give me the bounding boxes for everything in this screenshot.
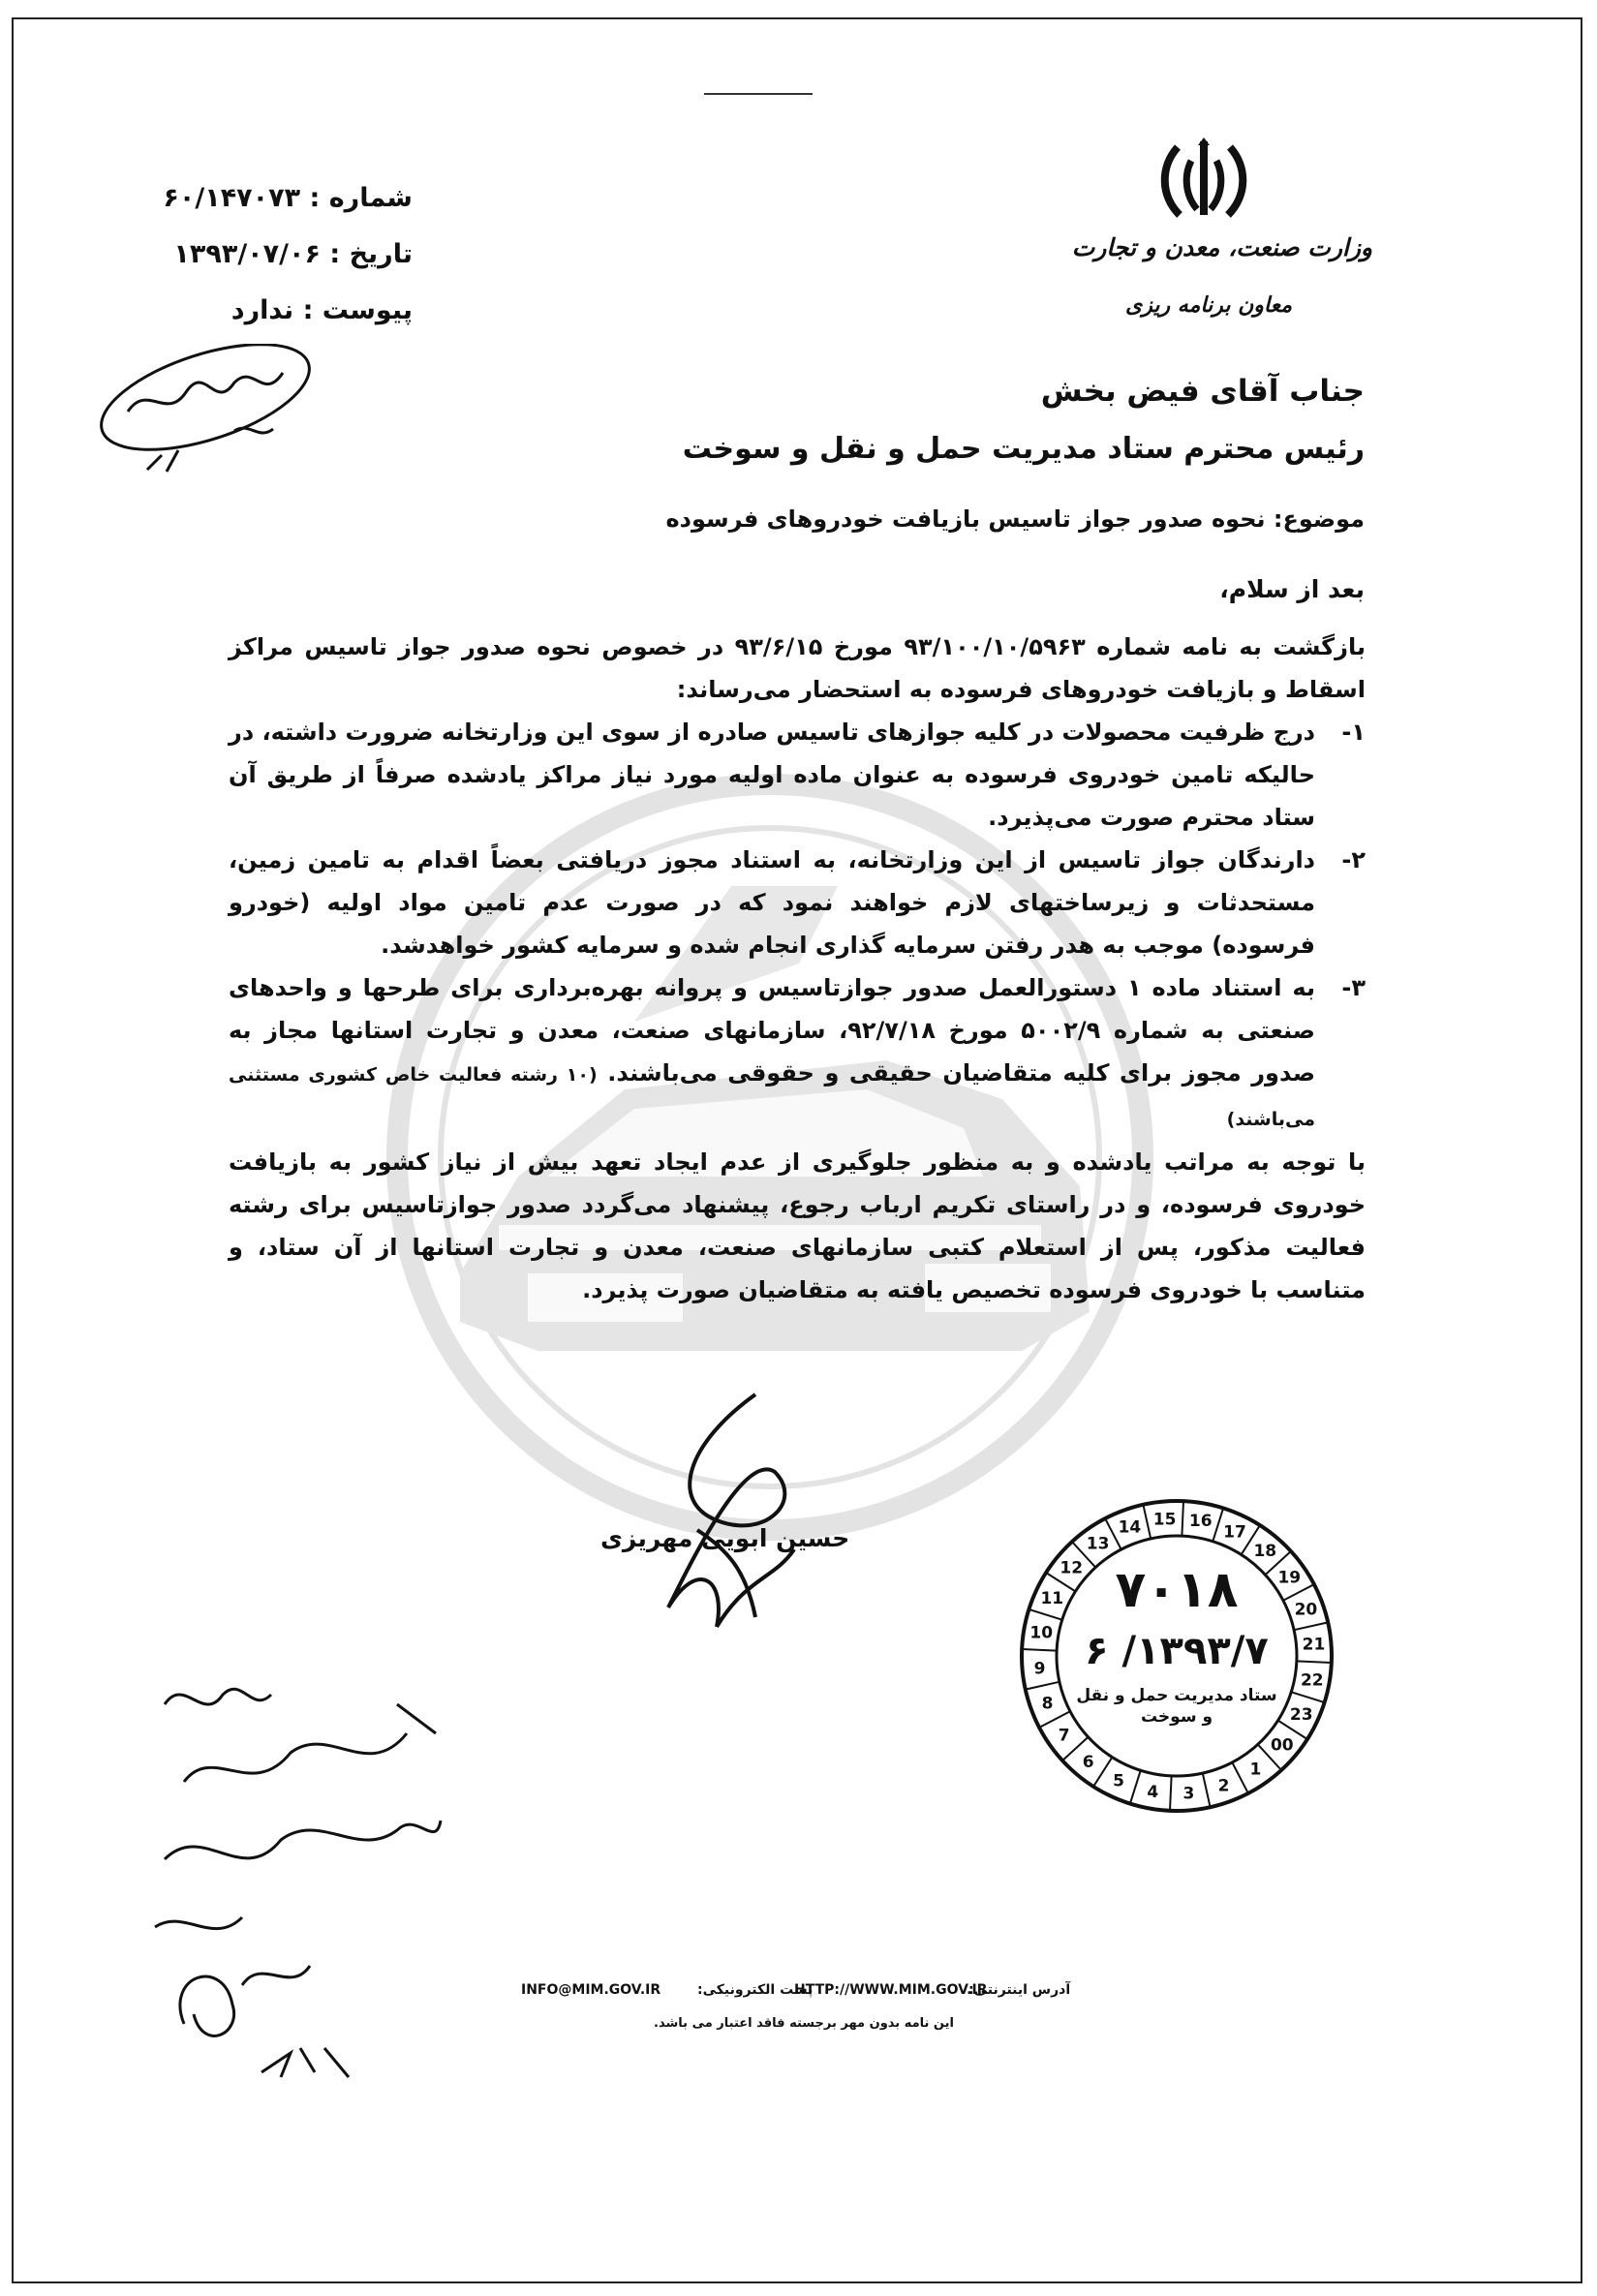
stamp-dial-number: 3 [1182,1784,1195,1804]
letter-attachment: پیوست : ندارد [230,295,413,325]
top-rule [704,93,813,95]
stamp-dial-divider [1291,1692,1324,1702]
letter-meta [64,170,413,339]
stamp-dial-divider [1182,1501,1183,1536]
footer-email: INFO@MIM.GOV.IR [521,1982,661,1998]
item-text-wrap [229,966,1315,1141]
item-text: درج ظرفیت محصولات در کلیه جوازهای تاسیس صادره از سوی این وزارتخانه ضرورت داشته، در حالیکه تامین خودروی فرسوده به عنوان ماده اولیه مورد نیاز مراکز یادشده صرفاً از طریق آن ستاد محترم صورت می‌پذیرد. [229,719,1315,831]
list-item [229,711,1366,839]
stamp-dial-number: 2 [1217,1776,1230,1796]
letter-subject: موضوع: نحوه صدور جواز تاسیس بازیافت خودروهای فرسوده [665,505,1365,533]
footer-validity-note: این نامه بدون مهر برجسته فاقد اعتبار می باشد. [654,2016,954,2031]
signatory-name: حسین ابویی مهریزی [600,1524,850,1552]
stamp-dial-divider [1093,1758,1112,1787]
item-number: ۲- [1341,846,1366,873]
stamp-dial-divider [1203,1773,1211,1807]
stamp-dial-number: 22 [1300,1670,1324,1691]
stamp-dial-number: 1 [1249,1760,1262,1780]
stamp-dial-number: 14 [1118,1517,1142,1538]
greeting: بعد از سلام، [1219,575,1365,603]
recipient-title: رئیس محترم ستاد مدیریت حمل و نقل و سوخت [682,432,1365,466]
letter-number: شماره : ۶۰/۱۴۷۰۷۳ [163,183,413,213]
stamp-dial-divider [1170,1776,1172,1811]
iran-emblem-icon [1158,138,1249,221]
list-item [229,839,1366,966]
stamp-organization: ستاد مدیریت حمل و نقل و سوخت [1076,1686,1277,1727]
stamp-dial-divider [1026,1682,1060,1690]
stamp-dial-number: 6 [1082,1752,1094,1772]
stamp-dial-number: 21 [1302,1635,1326,1655]
stamp-dial-number: 8 [1041,1694,1054,1714]
stamp-dial-number: 5 [1113,1771,1124,1791]
stamp-dial-number: 12 [1060,1558,1084,1578]
stamp-dial-divider [1130,1770,1141,1803]
deputy-name: معاون برنامه ریزی [1125,292,1292,318]
intro-paragraph: بازگشت به نامه شماره ۹۳/۱۰۰/۱۰/۵۹۶۳ مورخ ۹۳/۶/۱۵ در خصوص نحوه صدور جواز تاسیس مراکز اسقاط و بازیافت خودروهای فرسوده به استحضار می‌رساند: [229,633,1366,703]
stamp-dial-divider [1232,1762,1248,1793]
closing-paragraph: با توجه به مراتب یادشده و به منظور جلوگیری از عدم ایجاد تعهد بیش از نیاز کشور به بازیافت خودروی فرسوده، و در راستای تکریم ارباب رجوع، پیشنهاد می‌گردد صدور جوازتاسیس برای رشته فعالیت مذکور، پس از استعلام کتبی سازمانهای صنعت، معدن و تجارت استانها از آن ستاد، و متناسب با خودروی فرسوده تخصیص یافته به متقاضیان صورت پذیرد. [229,1148,1366,1303]
stamp-dial-divider [1297,1661,1332,1663]
letter-body [229,626,1366,1311]
stamp-dial-number: 19 [1277,1568,1302,1588]
item-note: (۱۰ رشته فعالیت خاص کشوری مستثنی می‌باشند) [229,1064,1315,1130]
handwritten-margin-note [145,1666,445,2092]
stamp-dial-number: 9 [1033,1659,1046,1679]
stamp-dial-number: 15 [1152,1510,1177,1530]
footer-email-label: پست الکترونیکی: [697,1982,814,1998]
letter-date: تاریخ : ۱۳۹۳/۰۷/۰۶ [173,239,413,269]
stamp-dial-divider [1143,1505,1151,1539]
item-number: ۱- [1341,719,1366,746]
stamp-dial-divider [1294,1622,1328,1630]
footer-website: HTTP://WWW.MIM.GOV.IR [794,1982,988,1998]
recipient-name: جناب آقای فیض بخش [1040,374,1365,409]
handwritten-forward-note [89,344,322,489]
item-text: به استناد ماده ۱ دستورالعمل صدور جوازتاسیس و پروانه بهره‌برداری برای طرحها و واحدهای صنعتی به شماره ۵۰۰۲/۹ مورخ ۹۲/۷/۱۸، سازمانهای صنعت، معدن و تجارت استانها مجاز به صدور مجوز برای کلیه متقاضیان حقیقی و حقوقی می‌باشند. [229,974,1316,1087]
stamp-dial-number: 7 [1058,1726,1070,1746]
stamp-dial-number: 10 [1029,1623,1054,1643]
footer-website-label: آدرس اینترنتی: [968,1982,1071,1998]
stamp-dial-number: 23 [1289,1705,1313,1725]
stamp-dial-number: 18 [1253,1542,1277,1562]
item-text: دارندگان جواز تاسیس از این وزارتخانه، به استناد مجوز دریافتی بعضاً اقدام به تامین زمین، مستحدثات و زیرساختهای لازم خواهند نمود که در صورت عدم تامین مواد اولیه (خودرو فرسوده) موجب به هدر رفتن سرمایه گذاری انجام شده و سرمایه کشور خواهدشد. [229,846,1315,959]
stamp-code: ۷۰۱۸ [1115,1561,1239,1619]
stamp-dial-number: 16 [1188,1512,1213,1532]
stamp-dial-number: 17 [1223,1522,1246,1543]
stamp-dial-number: 11 [1040,1589,1064,1608]
stamp-date: ۱۳۹۳/۷/ ۶ [1085,1629,1269,1673]
stamp-dial-number: 4 [1147,1782,1159,1802]
item-number: ۳- [1341,974,1366,1001]
stamp-dial-divider [1029,1609,1061,1620]
signature-scribble [610,1385,833,1637]
stamp-dial-number: 13 [1086,1534,1110,1554]
stamp-dial-number: 20 [1294,1600,1318,1620]
stamp-dial-number: 00 [1270,1735,1294,1756]
ministry-name: وزارت صنعت، معدن و تجارت [1071,233,1372,261]
stamp-dial-divider [1022,1649,1057,1651]
list-item [229,966,1366,1141]
stamp-dial-divider [1213,1508,1223,1541]
